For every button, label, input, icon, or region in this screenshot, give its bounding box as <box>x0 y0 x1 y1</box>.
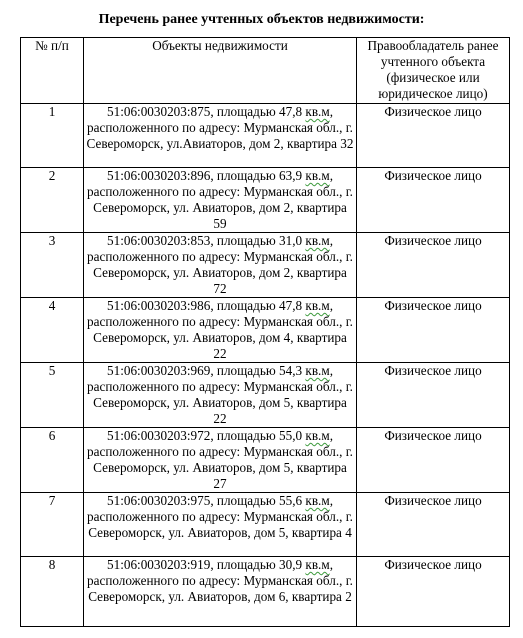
header-number: № п/п <box>21 38 84 104</box>
row-number: 6 <box>21 428 84 493</box>
object-area: , площадью 30,9 <box>210 557 306 572</box>
owner-type: Физическое лицо <box>357 493 510 557</box>
owner-type: Физическое лицо <box>357 233 510 298</box>
object-description <box>84 233 357 298</box>
object-description <box>84 168 357 233</box>
cadastral-number: 51:06:0030203:969 <box>107 363 211 378</box>
object-address: , расположенного по адресу: Мурманская обл., г. Североморск, ул. Авиаторов, дом 2, квартира 72 <box>87 233 353 296</box>
table-row <box>21 168 510 233</box>
header-objects: Объекты недвижимости <box>84 38 357 104</box>
area-unit: кв.м <box>305 298 330 313</box>
cadastral-number: 51:06:0030203:875 <box>107 104 211 119</box>
object-area: , площадью 55,0 <box>210 428 306 443</box>
object-address: , расположенного по адресу: Мурманская обл., г. Североморск, ул. Авиаторов, дом 6, квартира 2 <box>87 557 353 604</box>
table-row <box>21 428 510 493</box>
header-owner: Правообладатель ранее учтенного объекта (физическое или юридическое лицо) <box>357 38 510 104</box>
object-area: , площадью 47,8 <box>210 298 306 313</box>
owner-type: Физическое лицо <box>357 363 510 428</box>
owner-type: Физическое лицо <box>357 104 510 168</box>
object-address: , расположенного по адресу: Мурманская обл., г. Североморск, ул.Авиаторов, дом 2, квартира 32 <box>86 104 354 151</box>
object-area: , площадью 55,6 <box>210 493 306 508</box>
object-address: , расположенного по адресу: Мурманская обл., г. Североморск, ул. Авиаторов, дом 2, квартира 59 <box>87 168 353 231</box>
table-header-row <box>21 38 510 104</box>
row-number: 7 <box>21 493 84 557</box>
document-title: Перечень ранее учтенных объектов недвижимости: <box>98 12 425 27</box>
real-estate-table <box>20 37 510 627</box>
area-unit: кв.м <box>305 233 330 248</box>
owner-type: Физическое лицо <box>357 428 510 493</box>
row-number: 1 <box>21 104 84 168</box>
table-row <box>21 493 510 557</box>
area-unit: кв.м <box>305 493 330 508</box>
row-number: 8 <box>21 557 84 627</box>
cadastral-number: 51:06:0030203:972 <box>107 428 211 443</box>
cadastral-number: 51:06:0030203:975 <box>107 493 211 508</box>
object-address: , расположенного по адресу: Мурманская обл., г. Североморск, ул. Авиаторов, дом 5, квартира 27 <box>87 428 353 491</box>
row-number: 4 <box>21 298 84 363</box>
row-number: 5 <box>21 363 84 428</box>
object-address: , расположенного по адресу: Мурманская обл., г. Североморск, ул. Авиаторов, дом 5, квартира 22 <box>87 363 353 426</box>
table-row <box>21 104 510 168</box>
owner-type: Физическое лицо <box>357 557 510 627</box>
table-body <box>21 104 510 627</box>
owner-type: Физическое лицо <box>357 168 510 233</box>
cadastral-number: 51:06:0030203:919 <box>107 557 211 572</box>
area-unit: кв.м <box>305 104 330 119</box>
area-unit: кв.м <box>305 363 330 378</box>
cadastral-number: 51:06:0030203:986 <box>107 298 211 313</box>
row-number: 2 <box>21 168 84 233</box>
owner-type: Физическое лицо <box>357 298 510 363</box>
object-address: , расположенного по адресу: Мурманская обл., г. Североморск, ул. Авиаторов, дом 4, квартира 22 <box>87 298 353 361</box>
object-address: , расположенного по адресу: Мурманская обл., г. Североморск, ул. Авиаторов, дом 5, квартира 4 <box>87 493 353 540</box>
cadastral-number: 51:06:0030203:896 <box>107 168 211 183</box>
object-description <box>84 557 357 627</box>
area-unit: кв.м <box>305 428 330 443</box>
table-row <box>21 298 510 363</box>
object-description <box>84 363 357 428</box>
table-row <box>21 363 510 428</box>
object-area: , площадью 63,9 <box>210 168 306 183</box>
table-row <box>21 233 510 298</box>
object-description <box>84 428 357 493</box>
object-description <box>84 493 357 557</box>
row-number: 3 <box>21 233 84 298</box>
object-description <box>84 104 357 168</box>
object-area: , площадью 31,0 <box>210 233 306 248</box>
object-description <box>84 298 357 363</box>
table-row <box>21 557 510 627</box>
area-unit: кв.м <box>305 557 330 572</box>
area-unit: кв.м <box>305 168 330 183</box>
object-area: , площадью 54,3 <box>210 363 306 378</box>
object-area: , площадью 47,8 <box>210 104 306 119</box>
cadastral-number: 51:06:0030203:853 <box>107 233 211 248</box>
